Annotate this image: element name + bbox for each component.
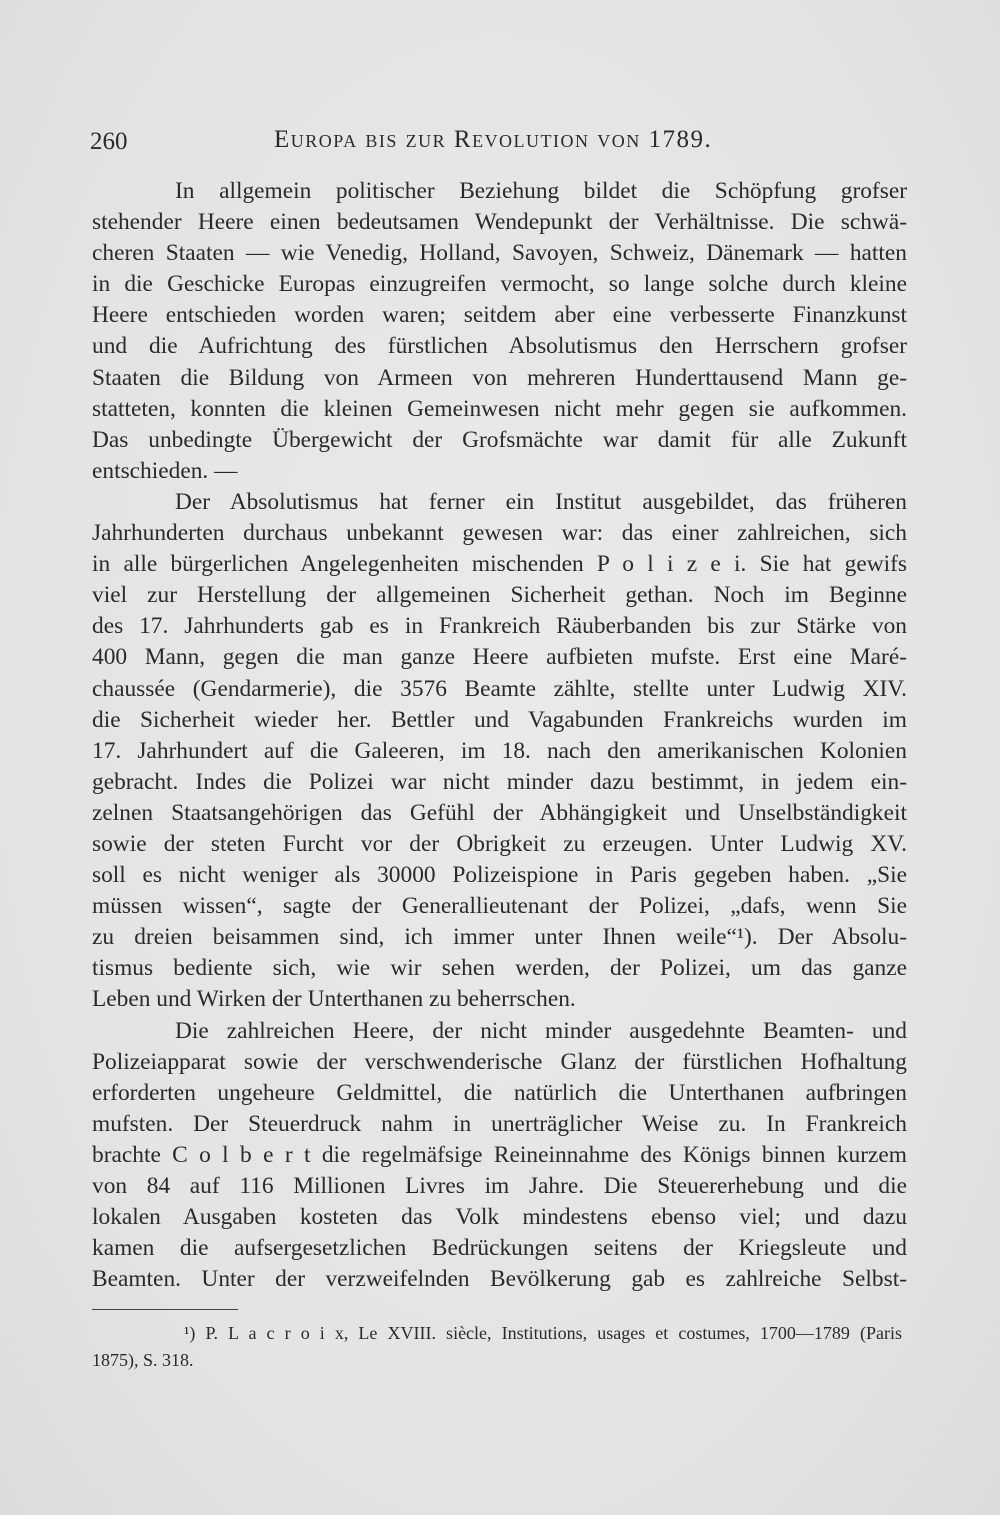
footnote-line: 1875), S. 318. [92,1350,194,1370]
text-line: Beamten. Unter der verzweifelnden Bevölkerung gab es zahlreiche Selbst- [92,1266,907,1293]
text-line: in die Geschicke Europas einzugreifen vermocht, so lange solche durch kleine [92,271,907,298]
text-line: des 17. Jahrhunderts gab es in Frankreich Räuberbanden bis zur Stärke von [92,613,907,640]
page-number: 260 [90,128,128,155]
text-line: entschieden. — [92,457,238,484]
text-line: Heere entschieden worden waren; seitdem aber eine verbesserte Finanzkunst [92,302,907,329]
text-line: Das unbedingte Übergewicht der Grofsmächte war damit für alle Zukunft [92,426,907,453]
text-line: müssen wissen“, sagte der Generallieutenant der Polizei, „dafs, wenn Sie [92,893,907,920]
text-line: 17. Jahrhundert auf die Galeeren, im 18. nach den amerikanischen Kolonien [92,737,907,764]
footnote-divider [92,1309,238,1310]
text-line: chaussée (Gendarmerie), die 3576 Beamte zählte, stellte unter Ludwig XIV. [92,675,907,702]
text-line: Die zahlreichen Heere, der nicht minder ausgedehnte Beamten- und [175,1017,907,1044]
text-line: brachte C o l b e r t die regelmäfsige Reineinnahme des Königs binnen kurzem [92,1141,907,1168]
text-line: lokalen Ausgaben kosteten das Volk mindestens ebenso viel; und dazu [92,1204,907,1231]
text-line: von 84 auf 116 Millionen Livres im Jahre. Die Steuererhebung und die [92,1173,907,1199]
footnote-line: ¹) P. L a c r o i x, Le XVIII. siècle, Institutions, usages et costumes, 1700—1789 (Paris [184,1323,902,1343]
text-line: Der Absolutismus hat ferner ein Institut ausgebildet, das früheren [175,488,907,515]
text-line: cheren Staaten — wie Venedig, Holland, Savoyen, Schweiz, Dänemark — hatten [92,240,907,267]
page-header [90,122,910,162]
body-text [92,176,907,1295]
text-line: Jahrhunderten durchaus unbekannt gewesen war: das einer zahlreichen, sich [92,520,907,547]
text-line: viel zur Herstellung der allgemeinen Sicherheit gethan. Noch im Beginne [92,582,907,609]
text-line: die Sicherheit wieder her. Bettler und Vagabunden Frankreichs wurden im [92,706,907,733]
footnotes [92,1320,902,1374]
text-line: soll es nicht weniger als 30000 Polizeispione in Paris gegeben haben. „Sie [92,862,907,889]
text-line: kamen die aufsergesetzlichen Bedrückungen seitens der Kriegsleute und [92,1235,907,1262]
text-line: und die Aufrichtung des fürstlichen Absolutismus den Herrschern grofser [92,333,907,360]
text-line: Staaten die Bildung von Armeen von mehreren Hunderttausend Mann ge- [92,364,907,391]
text-line: sowie der steten Furcht vor der Obrigkeit zu erzeugen. Unter Ludwig XV. [92,830,907,857]
text-line: 400 Mann, gegen die man ganze Heere aufbieten mufste. Erst eine Maré- [92,644,907,671]
text-line: Leben und Wirken der Unterthanen zu beherrschen. [92,986,576,1013]
text-line: zu dreien beisammen sind, ich immer unter Ihnen weile“¹). Der Absolu- [92,924,907,951]
text-line: statteten, konnten die kleinen Gemeinwesen nicht mehr gegen sie aufkommen. [92,395,907,422]
text-line: mufsten. Der Steuerdruck nahm in unerträglicher Weise zu. In Frankreich [92,1110,907,1137]
text-line: stehender Heere einen bedeutsamen Wendepunkt der Verhältnisse. Die schwä- [92,209,907,236]
text-line: in alle bürgerlichen Angelegenheiten mischenden P o l i z e i. Sie hat gewifs [92,551,907,578]
text-line: erforderten ungeheure Geldmittel, die natürlich die Unterthanen aufbringen [92,1079,907,1106]
text-line: zelnen Staatsangehörigen das Gefühl der Abhängigkeit und Unselbständigkeit [92,799,907,826]
text-line: Polizeiapparat sowie der verschwenderische Glanz der fürstlichen Hofhaltung [92,1048,907,1075]
text-line: In allgemein politischer Beziehung bildet die Schöpfung grofser [175,178,907,204]
text-line: tismus bediente sich, wie wir sehen werden, der Polizei, um das ganze [92,955,907,982]
running-title: Europa bis zur Revolution von 1789. [274,126,713,153]
text-line: gebracht. Indes die Polizei war nicht minder dazu bestimmt, in jedem ein- [92,768,907,795]
